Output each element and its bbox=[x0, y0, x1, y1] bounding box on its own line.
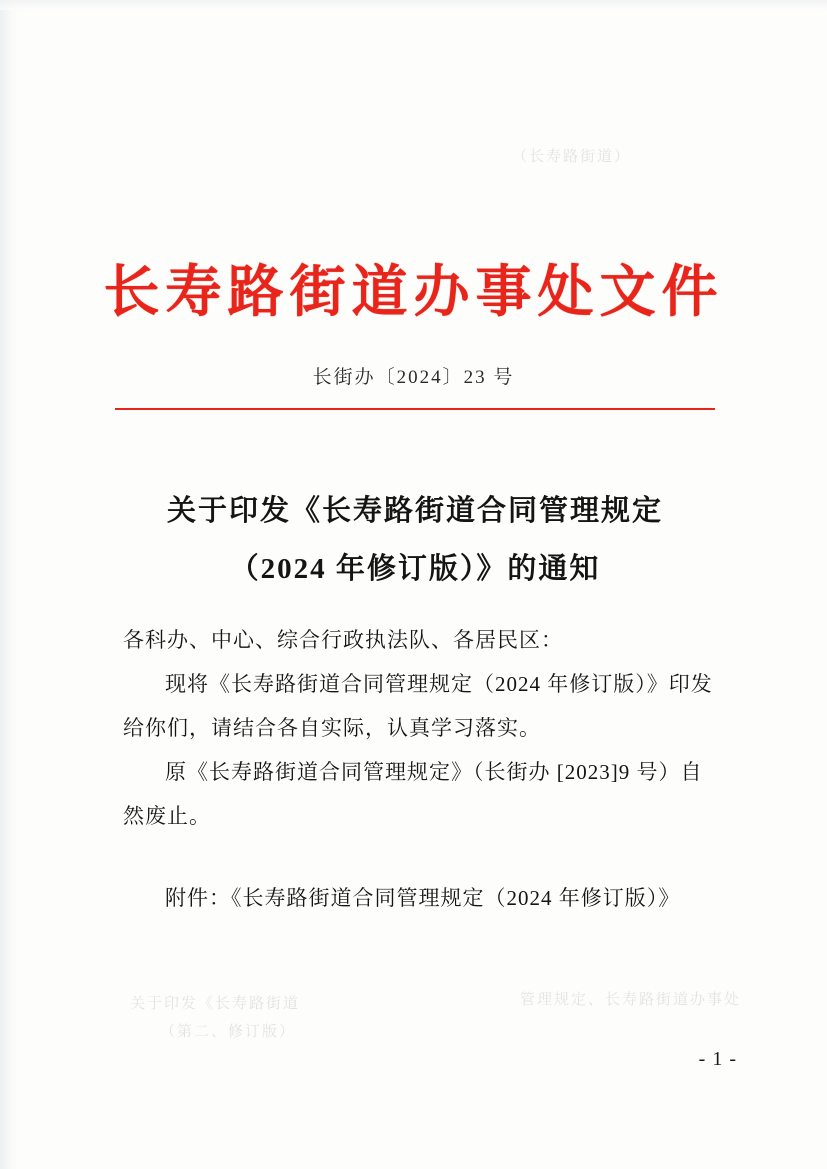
body-paragraph-2: 原《长寿路街道合同管理规定》（长街办 [2023]9 号）自然废止。 bbox=[123, 760, 703, 828]
red-divider-rule bbox=[115, 408, 715, 410]
salutation: 各科办、中心、综合行政执法队、各居民区： bbox=[123, 628, 563, 652]
page-number: - 1 - bbox=[698, 1048, 737, 1070]
subject-line-1: 关于印发《长寿路街道合同管理规定 bbox=[166, 495, 663, 527]
document-subject bbox=[118, 482, 712, 598]
body-paragraph-1: 现将《长寿路街道合同管理规定（2024 年修订版）》印发给你们，请结合各自实际，认真学习落实。 bbox=[123, 672, 713, 740]
scan-edge-shadow bbox=[0, 0, 18, 1169]
bleed-through-text: （第二、修订版） bbox=[160, 1024, 297, 1040]
document-title: 长寿路街道办事处文件 bbox=[103, 259, 724, 325]
document-body bbox=[123, 618, 723, 838]
bleed-through-text: 关于印发《长寿路街道 bbox=[130, 996, 301, 1012]
bleed-through-text: 管理规定、长寿路街道办事处 bbox=[520, 992, 742, 1008]
scan-edge-top-shadow bbox=[0, 0, 827, 10]
subject-line-2: （2024 年修订版）》的通知 bbox=[229, 553, 601, 585]
attachment-line: 附件：《长寿路街道合同管理规定（2024 年修订版）》 bbox=[165, 886, 681, 910]
bleed-through-text: （长寿路街道） bbox=[512, 149, 632, 165]
document-number: 长街办〔2024〕23 号 bbox=[312, 367, 515, 388]
